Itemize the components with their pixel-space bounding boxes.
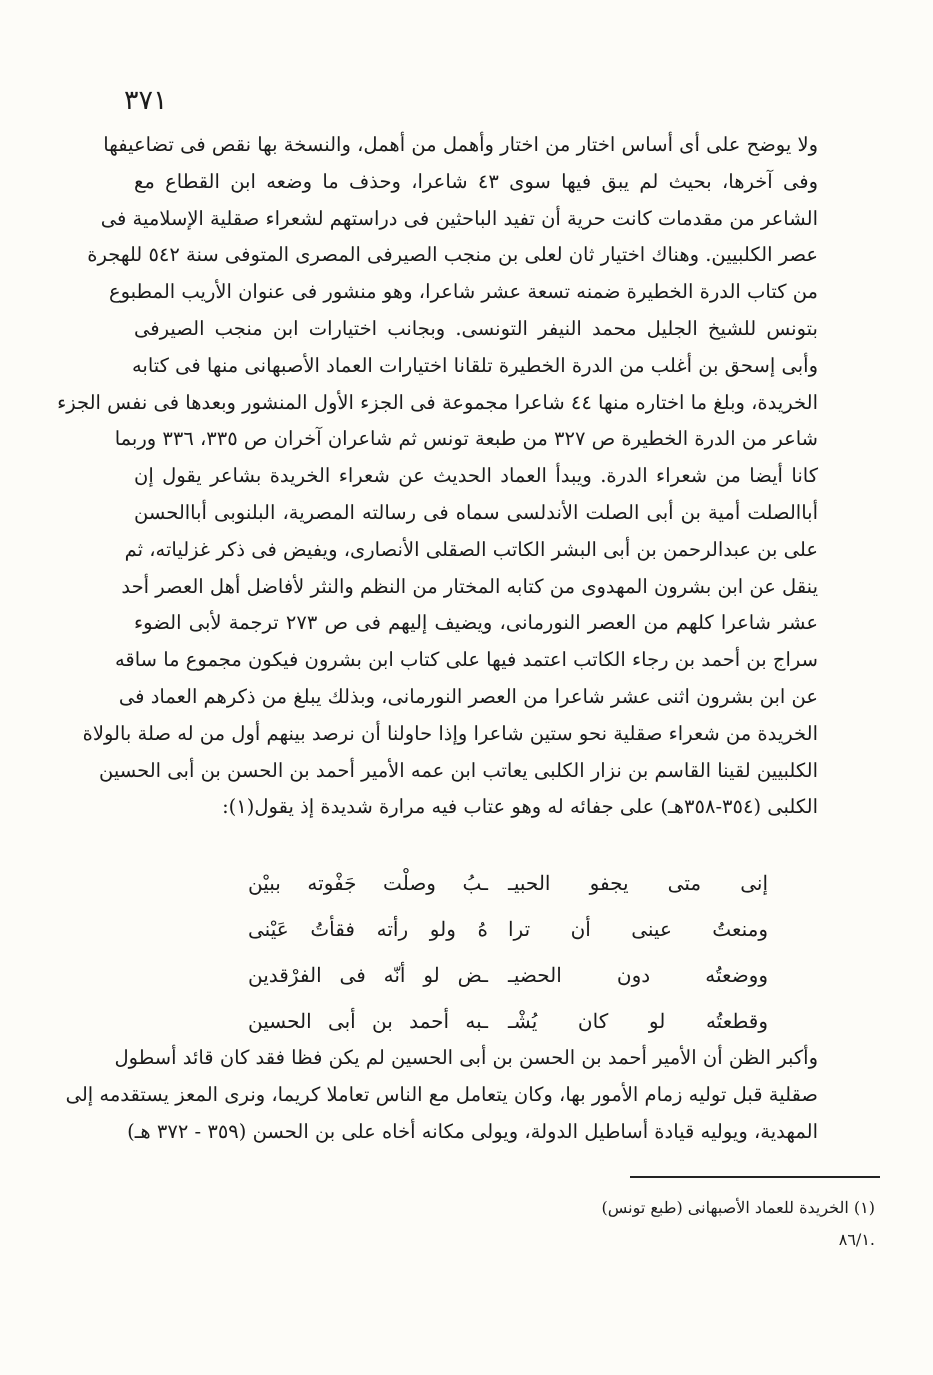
text-line: وأكبر الظن أن الأمير أحمد بن الحسن بن أبى الحسين لم يكن فظا فقد كان قائد أسطول <box>114 1046 818 1069</box>
paragraph-2 <box>65 1040 818 1150</box>
footnote-line: .٨٦/١ <box>838 1230 875 1249</box>
verse-second-hemistich: ـبه أحمد بن أبى الحسين <box>248 1009 488 1033</box>
text-line: عن ابن بشرون اثنى عشر شاعرا من العصر النورمانى، وبذلك يبلغ من ذكرهم العماد فى <box>118 684 818 708</box>
text-line: وفى آخرها، بحيث لم يبق فيها سوى ٤٣ شاعرا، وحذف ما وضعه ابن القطاع مع <box>134 169 819 193</box>
verse-first-hemistich: ووضعتُه دون الحضيـ <box>508 963 768 987</box>
text-line: الكلبيين لقينا القاسم بن نزار الكلبى يعاتب ابن عمه الأمير أحمد بن الحسن بن أبى الحسين <box>99 758 818 782</box>
verse-first-hemistich: وقطعتُه لو كان يُشْـ <box>508 1009 768 1033</box>
text-line: من كتاب الدرة الخطيرة ضمنه تسعة عشر شاعرا، وهو منشور فى عنوان الأريب المطبوع <box>108 280 818 304</box>
text-line: سراج بن أحمد بن رجاء الكاتب اعتمد فيها على كتاب ابن بشرون فيكون مجموع ما ساقه <box>114 648 818 672</box>
text-line: أباالصلت أمية بن أبى الصلت الأندلسى سماه فى رسالته المصرية، البلنوبى أباالحسن <box>134 500 818 524</box>
page-number: ٣٧١ <box>124 85 168 116</box>
verse-second-hemistich: هُ ولو رأته فقأتُ عَيْنى <box>248 917 488 941</box>
text-line: المهدية، ويوليه قيادة أساطيل الدولة، ويولى مكانه أخاه على بن الحسن (٣٥٩ - ٣٧٢ هـ) <box>127 1119 818 1143</box>
text-line: كانا أيضا من شعراء الدرة. ويبدأ العماد الحديث عن شعراء الخريدة بشاعر يقول إن <box>134 464 818 488</box>
verse-second-hemistich: ـض لو أنّه فى الفرْقدين <box>248 963 488 987</box>
verse-first-hemistich: إنى متى يجفو الحبيـ <box>508 871 768 895</box>
footnote-divider <box>630 1176 880 1178</box>
verse-first-hemistich: ومنعتُ عينى أن ترا <box>508 917 768 941</box>
text-line: الكلبى (٣٥٤-٣٥٨هـ) على جفائه له وهو عتاب فيه مرارة شديدة إذ يقول(١): <box>222 795 818 819</box>
text-line: على بن عبدالرحمن بن أبى البشر الكاتب الصقلى الأنصارى، ويفيض فى ذكر غزلياته، ثم <box>124 537 818 561</box>
text-line: ينقل عن ابن بشرون المهدوى من كتابه المختار من النظم والنثر لأفاضل أهل العصر أحد <box>121 574 818 598</box>
text-line: وأبى إسحق بن أغلب من الدرة الخطيرة تلقانا اختيارات العماد الأصبهانى منها فى كتابه <box>131 353 818 377</box>
poem-verse <box>248 860 768 906</box>
text-line: عشر شاعرا كلهم من العصر النورمانى، ويضيف إليهم فى ص ٢٧٣ ترجمة لأبى الضوء <box>134 611 818 635</box>
poem <box>248 860 768 1044</box>
paragraph-1 <box>57 127 819 826</box>
poem-verse <box>248 998 768 1044</box>
text-line: شاعر من الدرة الخطيرة ص ٣٢٧ من طبعة تونس ثم شاعران آخران ص ٣٣٥، ٣٣٦ وربما <box>114 427 818 451</box>
text-line: الشاعر من مقدمات كانت حرية أن تفيد الباحثين فى دراستهم لشعراء صقلية الإسلامية فى <box>100 206 818 230</box>
text-line: صقلية قبل توليه زمام الأمور بها، وكان يتعامل مع الناس تعاملا كريما، ونرى المعز يستقدمه إلى <box>65 1082 818 1106</box>
text-line: ولا يوضح على أى أساس اختار من اختار وأهمل من أهمل، والنسخة بها نقص فى تضاعيفها <box>103 133 818 156</box>
text-line: الخريدة، وبلغ ما اختاره منها ٤٤ شاعرا مجموعة فى الجزء الأول المنشور وبعدها فى نفس الجزء <box>57 390 818 414</box>
text-line: عصر الكلبيين. وهناك اختيار ثان لعلى بن منجب الصيرفى المصرى المتوفى سنة ٥٤٢ للهجرة <box>87 243 818 267</box>
text-line: الخريدة من شعراء صقلية نحو ستين شاعرا وإذا حاولنا أن نرصد بينهم أول من له صلة بالولاة <box>82 721 818 745</box>
verse-second-hemistich: ـبُ وصلْت جَفْوته ببيْن <box>248 871 488 895</box>
footnote <box>475 1192 875 1256</box>
poem-verse <box>248 906 768 952</box>
poem-verse <box>248 952 768 998</box>
footnote-line: (١) الخريدة للعماد الأصبهانى (طبع تونس) <box>601 1198 875 1217</box>
text-line: بتونس للشيخ الجليل محمد النيفر التونسى. وبجانب اختيارات ابن منجب الصيرفى <box>134 316 818 340</box>
